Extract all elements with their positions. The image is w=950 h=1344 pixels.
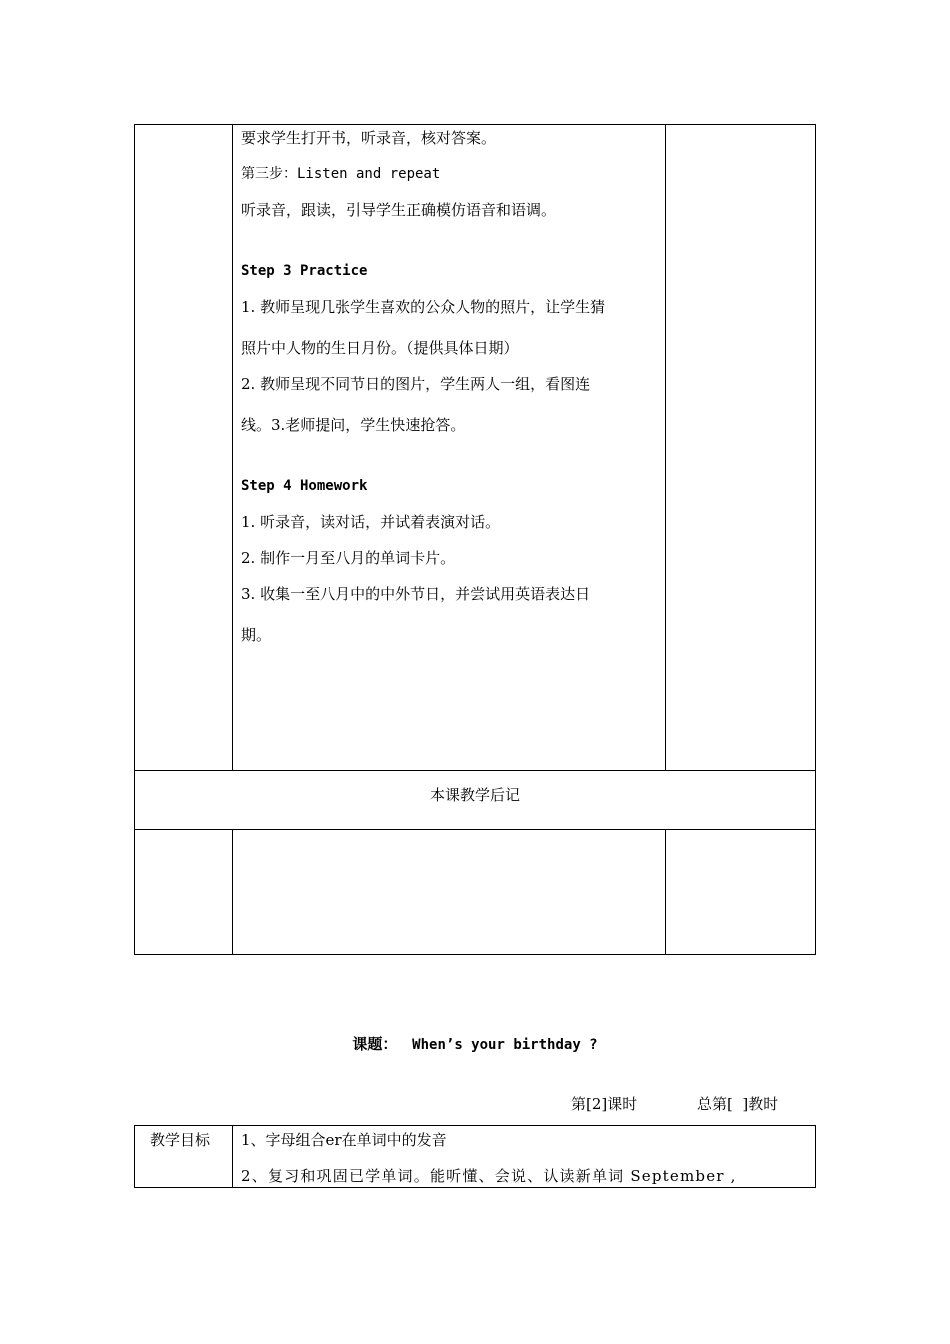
- objective-line: 2、复习和巩固已学单词。能听懂、会说、认读新单词 September ,: [241, 1167, 737, 1185]
- procedure-line: 听录音，跟读，引导学生正确模仿语音和语调。: [241, 201, 557, 219]
- postscript-header: 本课教学后记: [429, 786, 520, 804]
- procedure-line: 线。3.老师提问，学生快速抢答。: [241, 416, 466, 434]
- objectives-label: 教学目标: [150, 1131, 211, 1149]
- procedure-line: 期。: [241, 626, 272, 644]
- procedure-line: 照片中人物的生日月份。（提供具体日期）: [241, 339, 519, 357]
- total-period-number: 总第[ ]教时: [697, 1095, 779, 1113]
- procedure-line: 3. 收集一至八月中的中外节日，并尝试用英语表达日: [241, 585, 591, 603]
- objective-line: 1、字母组合er在单词中的发音: [241, 1131, 447, 1149]
- procedure-line: 第三步：Listen and repeat: [241, 166, 441, 182]
- lesson-title-text: When’s your birthday ?: [412, 1037, 598, 1053]
- procedure-line: 1. 教师呈现几张学生喜欢的公众人物的照片，让学生猜: [241, 298, 606, 316]
- step-heading: Step 3 Practice: [241, 263, 368, 279]
- period-number: 第[2]课时: [571, 1095, 638, 1113]
- step-heading: Step 4 Homework: [241, 478, 368, 494]
- procedure-line: 要求学生打开书，听录音，核对答案。: [241, 129, 497, 147]
- lesson-title: [0, 1033, 950, 1054]
- procedure-line: 1. 听录音，读对话，并试着表演对话。: [241, 513, 501, 531]
- lesson-title-label: 课题：: [352, 1035, 398, 1053]
- procedure-line: 2. 教师呈现不同节日的图片，学生两人一组，看图连: [241, 375, 591, 393]
- procedure-line: 2. 制作一月至八月的单词卡片。: [241, 549, 456, 567]
